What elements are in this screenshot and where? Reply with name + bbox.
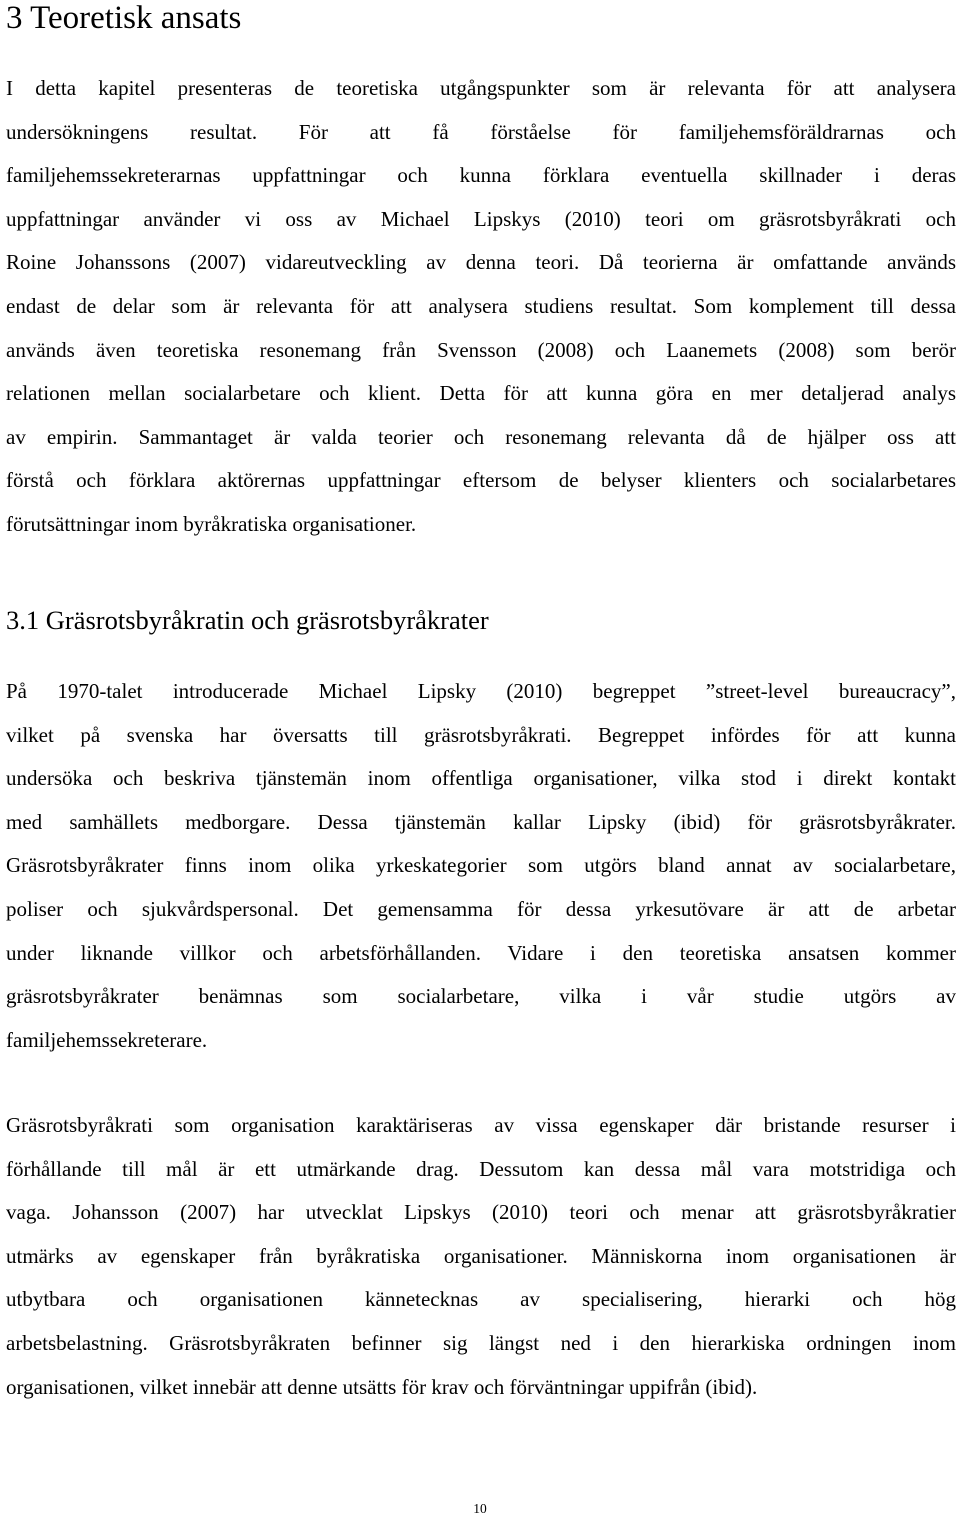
text-line: Gräsrotsbyråkrati som organisation karaktäriseras av vissa egenskaper där bristande resurser i (6, 1113, 956, 1137)
text-line: förutsättningar inom byråkratiska organisationer. (6, 512, 417, 536)
page-number: 10 (473, 1501, 487, 1516)
chapter-heading: 3 Teoretisk ansats (6, 0, 242, 36)
text-line: poliser och sjukvårdspersonal. Det gemensamma för dessa yrkesutövare är att de arbetar (6, 897, 956, 921)
text-line: Roine Johanssons (2007) vidareutveckling av denna teori. Då teorierna är omfattande används (6, 250, 956, 275)
text-line: vilket på svenska har översatts till gräsrotsbyråkrati. Begreppet infördes för att kunna (6, 722, 956, 747)
text-line: utmärks av egenskaper från byråkratiska organisationer. Människorna inom organisationen är (6, 1243, 956, 1268)
text-line: undersöka och beskriva tjänstemän inom offentliga organisationer, vilka stod i direkt kontakt (6, 766, 956, 791)
text-line: organisationen, vilket innebär att denne utsätts för krav och förväntningar uppifrån (ibid). (6, 1374, 758, 1399)
text-line: familjehemssekreterare. (6, 1027, 208, 1052)
text-line: utbytbara och organisationen kännetecknas av specialisering, hierarki och hög (6, 1287, 956, 1312)
text-line: I detta kapitel presenteras de teoretiska utgångspunkter som är relevanta för att analysera (6, 76, 956, 100)
text-line: förhållande till mål är ett utmärkande drag. Dessutom kan dessa mål vara motstridiga och (6, 1156, 956, 1181)
text-line: av empirin. Sammantaget är valda teorier och resonemang relevanta då de hjälper oss att (6, 424, 956, 449)
text-line: undersökningens resultat. För att få förståelse för familjehemsföräldrarnas och (6, 119, 956, 144)
text-line: Gräsrotsbyråkrater finns inom olika yrkeskategorier som utgörs bland annat av socialarbetare, (6, 853, 956, 878)
text-line: med samhällets medborgare. Dessa tjänstemän kallar Lipsky (ibid) för gräsrotsbyråkrater. (6, 809, 956, 834)
text-line: vaga. Johansson (2007) har utvecklat Lipskys (2010) teori och menar att gräsrotsbyråkratier (6, 1200, 956, 1225)
text-line: familjehemssekreterarnas uppfattningar och kunna förklara eventuella skillnader i deras (6, 163, 956, 188)
text-line: relationen mellan socialarbetare och klient. Detta för att kunna göra en mer detaljerad analys (6, 381, 956, 406)
section-heading: 3.1 Gräsrotsbyråkratin och gräsrotsbyråkrater (6, 605, 489, 635)
text-line: arbetsbelastning. Gräsrotsbyråkraten befinner sig längst ned i den hierarkiska ordningen inom (6, 1331, 956, 1355)
text-line: endast de delar som är relevanta för att analysera studiens resultat. Som komplement till dessa (6, 294, 956, 318)
text-line: används även teoretiska resonemang från Svensson (2008) och Laanemets (2008) som berör (6, 337, 956, 362)
text-line: gräsrotsbyråkrater benämnas som socialarbetare, vilka i vår studie utgörs av (6, 984, 956, 1009)
text-line: under liknande villkor och arbetsförhållanden. Vidare i den teoretiska ansatsen kommer (6, 940, 956, 965)
text-line: På 1970-talet introducerade Michael Lipsky (2010) begreppet ”street-level bureaucracy”, (6, 679, 956, 703)
text-line: förstå och förklara aktörernas uppfattningar eftersom de belyser klienters och socialarbetares (6, 468, 956, 493)
text-line: uppfattningar använder vi oss av Michael Lipskys (2010) teori om gräsrotsbyråkrati och (6, 206, 956, 231)
